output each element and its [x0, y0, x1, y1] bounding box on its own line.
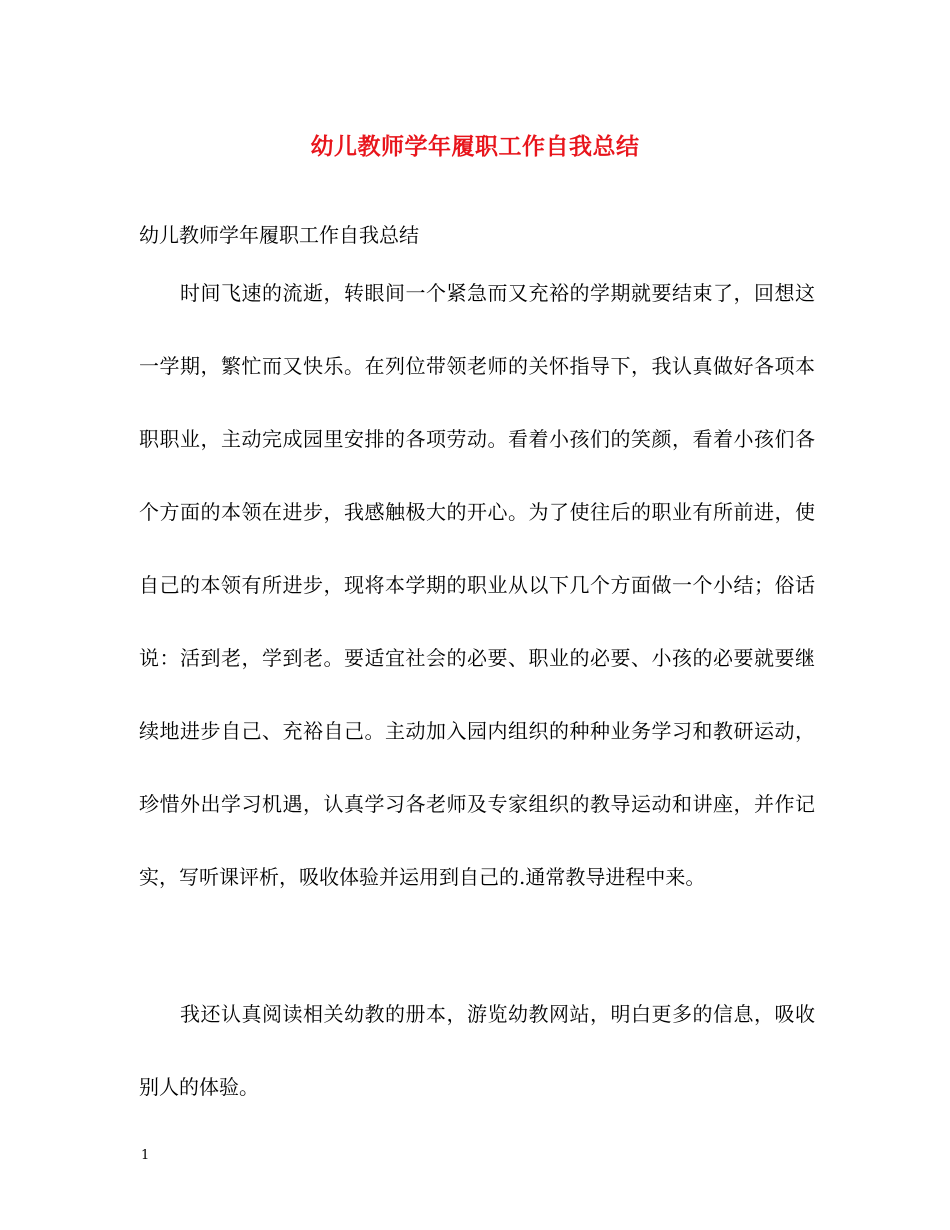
body-paragraph-1: 时间飞速的流逝，转眼间一个紧急而又充裕的学期就要结束了，回想这一学期，繁忙而又快乐。在列位带领老师的关怀指导下，我认真做好各项本职职业，主动完成园里安排的各项劳动。看着小孩们的笑颜，看着小孩们各个方面的本领在进步，我感触极大的开心。为了使往后的职业有所前进，使自己的本领有所进步，现将本学期的职业从以下几个方面做一个小结；俗话说：活到老，学到老。要适宜社会的必要、职业的必要、小孩的必要就要继续地进步自己、充裕自己。主动加入园内组织的种种业务学习和教研运动，珍惜外出学习机遇，认真学习各老师及专家组织的教导运动和讲座，并作记实，写听课评析，吸收体验并运用到自己的.通常教导进程中来。: [139, 281, 815, 889]
body-paragraph-2: 我还认真阅读相关幼教的册本，游览幼教网站，明白更多的信息，吸收别人的体验。: [139, 1002, 815, 1099]
document-title: 幼儿教师学年履职工作自我总结: [310, 133, 640, 160]
page-number: 1: [141, 1148, 150, 1163]
document-subtitle: 幼儿教师学年履职工作自我总结: [139, 223, 419, 247]
